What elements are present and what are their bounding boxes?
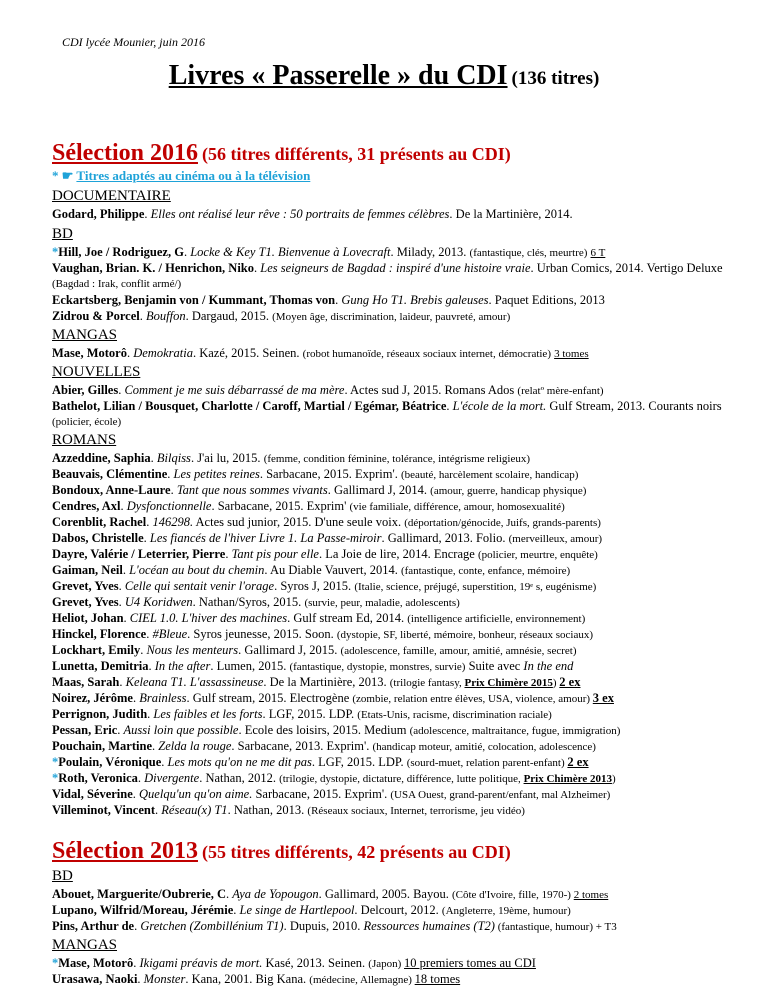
list-item: Mase, Motorô. Demokratia. Kazé, 2015. Seinen. (robot humanoïde, réseaux sociaux internet, démocratie) 3 tomes [52, 346, 589, 360]
list-item: Lunetta, Demitria. In the after. Lumen, 2015. (fantastique, dystopie, monstres, survie) Suite avec In the end [52, 659, 574, 673]
list-item: Corenblit, Rachel. 146298. Actes sud junior, 2015. D'une seule voix. (déportation/génocide, Juifs, grands-parents) [52, 515, 601, 529]
list-item: Azzeddine, Saphia. Bilqiss. J'ai lu, 2015. (femme, condition féminine, tolérance, intégrisme religieux) [52, 451, 531, 465]
category-nouvelles: NOUVELLES [52, 364, 141, 380]
list-item: Urasawa, Naoki. Monster. Kana, 2001. Big Kana. (médecine, Allemagne) 18 tomes [52, 972, 461, 986]
list-item: Abier, Gilles. Comment je me suis débarrassé de ma mère. Actes sud J, 2015. Romans Ados (relatº mère-enfant) [52, 383, 604, 397]
list-item: Pins, Arthur de. Gretchen (Zombillénium T1). Dupuis, 2010. Ressources humaines (T2) (fantastique, humour) + T3 [52, 919, 617, 933]
header-note: CDI lycée Mounier, juin 2016 [62, 35, 205, 49]
list-item: Pouchain, Martine. Zelda la rouge. Sarbacane, 2013. Exprim'. (handicap moteur, amitié, colocation, adolescence) [52, 739, 596, 753]
list-item: Dabos, Christelle. Les fiancés de l'hiver Livre 1. La Passe-miroir. Gallimard, 2013. Folio. (merveilleux, amour) [52, 531, 603, 545]
list-item: Grevet, Yves. Celle qui sentait venir l'orage. Syros J, 2015. (Italie, science, préjugé, superstition, 19ᵉ s, eugénisme) [52, 579, 597, 593]
list-item: Villeminot, Vincent. Réseau(x) T1. Nathan, 2013. (Réseaux sociaux, Internet, terrorisme, jeu vidéo) [52, 803, 525, 817]
pointing-hand-icon: * ☛ [52, 168, 74, 183]
section-2016-label: Sélection 2016 [52, 140, 198, 166]
section-2016-heading [52, 140, 511, 167]
section-2013-summary: (55 titres différents, 42 présents au CDI) [201, 842, 511, 862]
list-item: Lupano, Wilfrid/Moreau, Jérémie. Le singe de Hartlepool. Delcourt, 2012. (Angleterre, 19ème, humour) [52, 903, 571, 917]
list-item: Grevet, Yves. U4 Koridwen. Nathan/Syros, 2015. (survie, peur, maladie, adolescents) [52, 595, 460, 609]
list-item: Zidrou & Porcel. Bouffon. Dargaud, 2015. (Moyen âge, discrimination, laideur, pauvreté, amour) [52, 309, 511, 323]
category-bd: BD [52, 226, 73, 242]
list-item: Beauvais, Clémentine. Les petites reines. Sarbacane, 2015. Exprim'. (beauté, harcèlement scolaire, handicap) [52, 467, 579, 481]
list-item: Perrignon, Judith. Les faibles et les forts. LGF, 2015. LDP. (Etats-Unis, racisme, discrimination raciale) [52, 707, 552, 721]
section-2016-summary: (56 titres différents, 31 présents au CDI) [201, 144, 511, 164]
title-text: Livres « Passerelle » du CDI [168, 60, 508, 91]
list-item: Vidal, Séverine. Quelqu'un qu'on aime. Sarbacane, 2015. Exprim'. (USA Ouest, grand-parent/enfant, mal Alzheimer) [52, 787, 611, 801]
list-item: Vaughan, Brian. K. / Henrichon, Niko. Les seigneurs de Bagdad : inspiré d'une histoire vraie. Urban Comics, 2014. Vertigo Deluxe (Bagdad : Irak, conflit armé/) [52, 261, 723, 290]
list-item: Hinckel, Florence. #Bleue. Syros jeunesse, 2015. Soon. (dystopie, SF, liberté, mémoire, bonheur, réseaux sociaux) [52, 627, 594, 641]
list-item: *Poulain, Véronique. Les mots qu'on ne me dit pas. LGF, 2015. LDP. (sourd-muet, relation parent-enfant) 2 ex [52, 755, 589, 769]
list-item: Dayre, Valérie / Leterrier, Pierre. Tant pis pour elle. La Joie de lire, 2014. Encrage (policier, meurtre, enquête) [52, 547, 598, 561]
list-item: Gaiman, Neil. L'océan au bout du chemin. Au Diable Vauvert, 2014. (fantastique, conte, enfance, mémoire) [52, 563, 571, 577]
list-item: Bathelot, Lilian / Bousquet, Charlotte / Caroff, Martial / Egémar, Béatrice. L'école de la mort. Gulf Stream, 2013. Courants noirs (policier, école) [52, 399, 722, 428]
list-item: *Roth, Veronica. Divergente. Nathan, 2012. (trilogie, dystopie, dictature, différence, lutte politique, Prix Chimère 2013) [52, 771, 616, 785]
category-documentaire: DOCUMENTAIRE [52, 188, 171, 204]
list-item: Bondoux, Anne-Laure. Tant que nous sommes vivants. Gallimard J, 2014. (amour, guerre, handicap physique) [52, 483, 587, 497]
page-title [0, 60, 768, 92]
title-count: (136 titres) [511, 68, 600, 89]
list-item: Cendres, Axl. Dysfonctionnelle. Sarbacane, 2015. Exprim' (vie familiale, différence, amour, homosexualité) [52, 499, 565, 513]
list-item: Maas, Sarah. Keleana T1. L'assassineuse. De la Martinière, 2013. (trilogie fantasy, Prix Chimère 2015) 2 ex [52, 675, 581, 689]
list-item: Noirez, Jérôme. Brainless. Gulf stream, 2015. Electrogène (zombie, relation entre élèves, USA, violence, amour) 3 ex [52, 691, 614, 705]
category-romans: ROMANS [52, 432, 117, 448]
category-mangas: MANGAS [52, 327, 118, 343]
list-item: Abouet, Marguerite/Oubrerie, C. Aya de Yopougon. Gallimard, 2005. Bayou. (Côte d'Ivoire, fille, 1970-) 2 tomes [52, 887, 609, 901]
legend [52, 168, 310, 184]
list-item: Lockhart, Emily. Nous les menteurs. Gallimard J, 2015. (adolescence, famille, amour, amitié, amnésie, secret) [52, 643, 577, 657]
category-bd-2013: BD [52, 868, 73, 884]
list-item: *Hill, Joe / Rodriguez, G. Locke & Key T1. Bienvenue à Lovecraft. Milady, 2013. (fantastique, clés, meurtre) 6 T [52, 245, 606, 259]
list-item: *Mase, Motorô. Ikigami préavis de mort. Kasé, 2013. Seinen. (Japon) 10 premiers tomes au CDI [52, 956, 536, 970]
list-item: Godard, Philippe. Elles ont réalisé leur rêve : 50 portraits de femmes célèbres. De la Martinière, 2014. [52, 207, 573, 221]
legend-text: Titres adaptés au cinéma ou à la télévision [76, 168, 311, 183]
list-item: Eckartsberg, Benjamin von / Kummant, Thomas von. Gung Ho T1. Brebis galeuses. Paquet Editions, 2013 [52, 293, 605, 307]
category-mangas-2013: MANGAS [52, 937, 118, 953]
list-item: Heliot, Johan. CIEL 1.0. L'hiver des machines. Gulf stream Ed, 2014. (intelligence artificielle, environnement) [52, 611, 586, 625]
list-item: Pessan, Eric. Aussi loin que possible. Ecole des loisirs, 2015. Medium (adolescence, maltraitance, fugue, immigration) [52, 723, 621, 737]
section-2013-heading [52, 838, 511, 865]
section-2013-label: Sélection 2013 [52, 838, 198, 864]
